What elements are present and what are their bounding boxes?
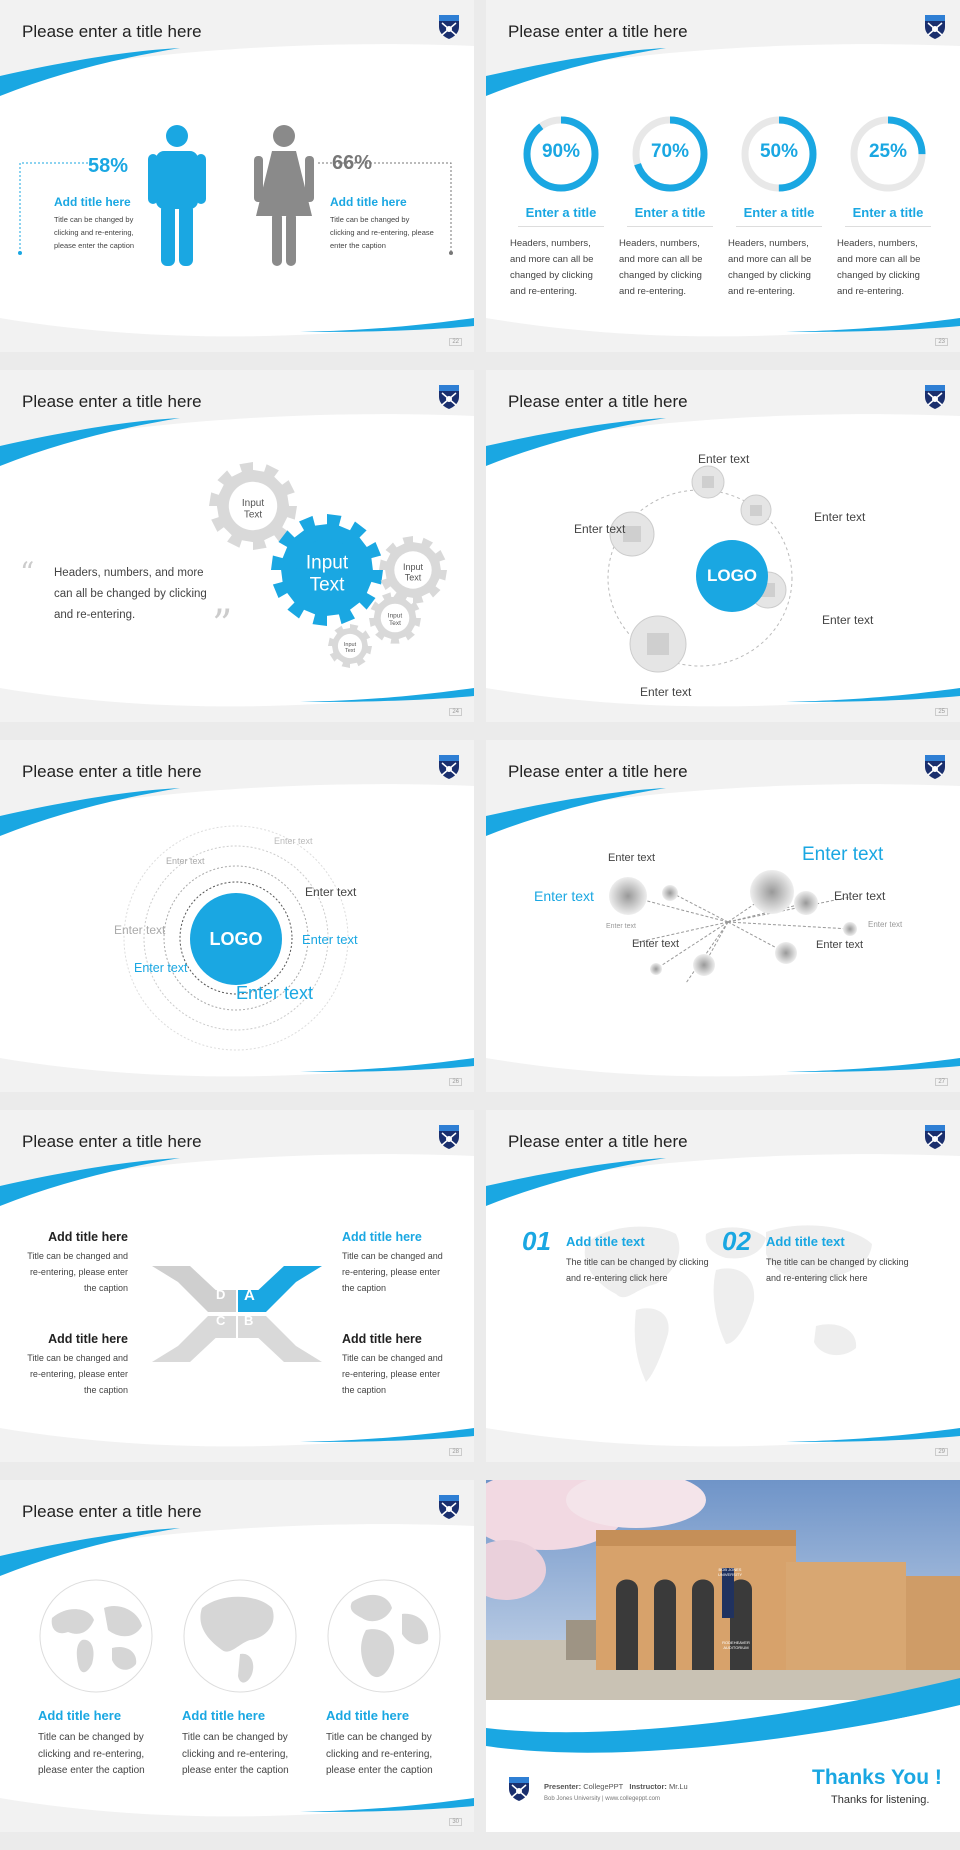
university-crest-icon (438, 1494, 460, 1520)
globe-icon (182, 1578, 298, 1694)
gear-label-main: Input (305, 552, 349, 574)
presenter-line: Presenter: CollegePPT Instructor: Mr.Lu (544, 1782, 688, 1791)
abcd-arrows (152, 1266, 322, 1362)
node-label: Enter text (640, 685, 692, 699)
university-line: Bob Jones University | www.collegeppt.com (544, 1796, 660, 1802)
slide-23[interactable] (486, 0, 960, 352)
quadrant-c: Add title here Title can be changed and re-entering, please enter the caption (27, 1332, 128, 1395)
slide-25[interactable] (486, 370, 960, 722)
close-quote-icon: ” (212, 602, 233, 648)
column-title: Add title here (182, 1708, 266, 1723)
female-figure-icon (252, 124, 316, 266)
male-figure-icon (148, 124, 206, 266)
gear-label: Input (241, 497, 265, 509)
globe-icon (38, 1578, 154, 1694)
gear-label: Input (387, 612, 403, 620)
slide-22[interactable] (0, 0, 474, 352)
slide-title: Please enter a title here (508, 392, 688, 411)
gear-label-main: Text (309, 574, 345, 596)
node-label: Enter text (822, 613, 874, 627)
gear-label: Input (402, 561, 424, 572)
node-label: Enter text (574, 522, 626, 536)
university-crest-icon (508, 1776, 530, 1802)
slide-27[interactable] (486, 740, 960, 1092)
slide-title: Please enter a title here (22, 762, 202, 781)
column-text: Title can be changed by clicking and re-entering, please enter the caption (38, 1732, 145, 1776)
node-label: Enter text (814, 510, 866, 524)
column-text: Title can be changed by clicking and re-entering, please enter the caption (326, 1732, 433, 1776)
ring-percentage: 70% (650, 141, 690, 162)
left-text: Title can be changed by clicking and re-entering, please enter the caption (54, 215, 135, 250)
page-number: 24 (449, 708, 462, 716)
ring-label: Enter text (305, 885, 357, 899)
globe-icon (326, 1578, 442, 1694)
university-crest-icon (924, 14, 946, 40)
open-quote-icon: “ (20, 556, 35, 589)
letter-c: C (216, 1313, 226, 1328)
gears-graphic (205, 458, 465, 708)
text-2: The title can be changed by clicking and re-entering click here (766, 1257, 909, 1283)
number-02: 02 (722, 1226, 751, 1256)
slide-26[interactable] (0, 740, 474, 1092)
university-crest-icon (438, 754, 460, 780)
logo-circle: LOGO (190, 893, 282, 985)
gear-label: Text (344, 648, 356, 655)
node-label: Enter text (834, 889, 886, 903)
column-title: Enter a title (852, 205, 924, 220)
divider (627, 226, 713, 227)
building-sign: RODEHEAVER AUDITORIUM (722, 1640, 750, 1650)
female-percentage: 66% (332, 152, 373, 174)
slide-31[interactable] (486, 1480, 960, 1832)
letter-a: A (244, 1287, 255, 1304)
slide-title: Please enter a title here (22, 1502, 202, 1521)
node-label: Enter text (816, 939, 864, 951)
ring-label: Enter text (134, 961, 188, 975)
ring-label: Enter text (114, 923, 166, 937)
university-crest-icon (438, 384, 460, 410)
column-text: Headers, numbers, and more can all be changed by clicking and re-entering. (728, 238, 812, 297)
right-title: Add title here (330, 195, 407, 209)
title-2: Add title text (766, 1234, 845, 1249)
text-1: The title can be changed by clicking and re-entering click here (566, 1257, 709, 1283)
node-label: Enter text (698, 452, 750, 466)
node-label: Enter text (606, 923, 636, 930)
slide-30[interactable] (0, 1480, 474, 1832)
slide-28[interactable] (0, 1110, 474, 1462)
ring-label: Enter text (274, 836, 313, 846)
page-number: 23 (935, 338, 948, 346)
university-crest-icon (438, 1124, 460, 1150)
gear-label: Input (343, 641, 357, 648)
page-number: 27 (935, 1078, 948, 1086)
university-crest-icon (924, 384, 946, 410)
male-percentage: 58% (88, 155, 129, 177)
number-01: 01 (522, 1226, 551, 1256)
title-1: Add title text (566, 1234, 645, 1249)
university-crest-icon (438, 14, 460, 40)
page-number: 26 (449, 1078, 462, 1086)
slide-29[interactable] (486, 1110, 960, 1462)
slide-title: Please enter a title here (508, 22, 688, 41)
gear-label: Text (243, 509, 263, 521)
page-number: 29 (935, 1448, 948, 1456)
quote-text: Headers, numbers, and more can all be changed by clicking and re-entering. (54, 567, 207, 621)
ring-label: Enter text (236, 983, 314, 1003)
page-number: 22 (449, 338, 462, 346)
slide-title: Please enter a title here (508, 762, 688, 781)
divider (736, 226, 822, 227)
slide-title: Please enter a title here (22, 1132, 202, 1151)
node-label: Enter text (868, 920, 903, 929)
university-crest-icon (924, 1124, 946, 1150)
column-text: Headers, numbers, and more can all be changed by clicking and re-entering. (837, 238, 921, 297)
node-label: Enter text (802, 844, 884, 865)
node-label: Enter text (632, 938, 680, 950)
letter-d: D (216, 1287, 226, 1302)
column-text: Headers, numbers, and more can all be changed by clicking and re-entering. (510, 238, 594, 297)
column-text: Headers, numbers, and more can all be changed by clicking and re-entering. (619, 238, 703, 297)
quadrant-a: Add title here Title can be changed and re-entering, please enter the caption (342, 1230, 443, 1293)
slide-title: Please enter a title here (508, 1132, 688, 1151)
right-text: Title can be changed by clicking and re-entering, please enter the caption (330, 215, 434, 250)
gear-label: Text (389, 620, 401, 628)
thanks-title: Thanks You ! (812, 1766, 942, 1789)
column-text: Title can be changed by clicking and re-entering, please enter the caption (182, 1732, 289, 1776)
divider (845, 226, 931, 227)
page-number: 30 (449, 1818, 462, 1826)
ring-label: Enter text (302, 932, 358, 947)
ring-percentage: 50% (759, 141, 799, 162)
ring-percentage: 25% (868, 141, 908, 162)
column-title: Enter a title (743, 205, 815, 220)
thanks-subtitle: Thanks for listening. (831, 1794, 930, 1806)
left-title: Add title here (54, 195, 131, 209)
quadrant-b: Add title here Title can be changed and re-entering, please enter the caption (342, 1332, 443, 1395)
gear-label: Text (404, 572, 422, 583)
network-diagram (486, 740, 960, 1092)
letter-b: B (244, 1313, 254, 1328)
node-label: Enter text (608, 852, 656, 864)
column-title: Enter a title (525, 205, 597, 220)
page-number: 28 (449, 1448, 462, 1456)
slide-title: Please enter a title here (22, 22, 202, 41)
building-sign: BOB JONES UNIVERSITY (717, 1567, 742, 1577)
ring-label: Enter text (166, 856, 205, 866)
logo-circle: LOGO (696, 540, 768, 612)
divider (518, 226, 604, 227)
slide-title: Please enter a title here (22, 392, 202, 411)
node-label: Enter text (534, 888, 594, 904)
ring-percentage: 90% (541, 141, 581, 162)
column-title: Add title here (38, 1708, 122, 1723)
column-title: Add title here (326, 1708, 410, 1723)
slide-24[interactable] (0, 370, 474, 722)
page-number: 25 (935, 708, 948, 716)
column-title: Enter a title (634, 205, 706, 220)
quadrant-d: Add title here Title can be changed and re-entering, please enter the caption (27, 1230, 128, 1293)
